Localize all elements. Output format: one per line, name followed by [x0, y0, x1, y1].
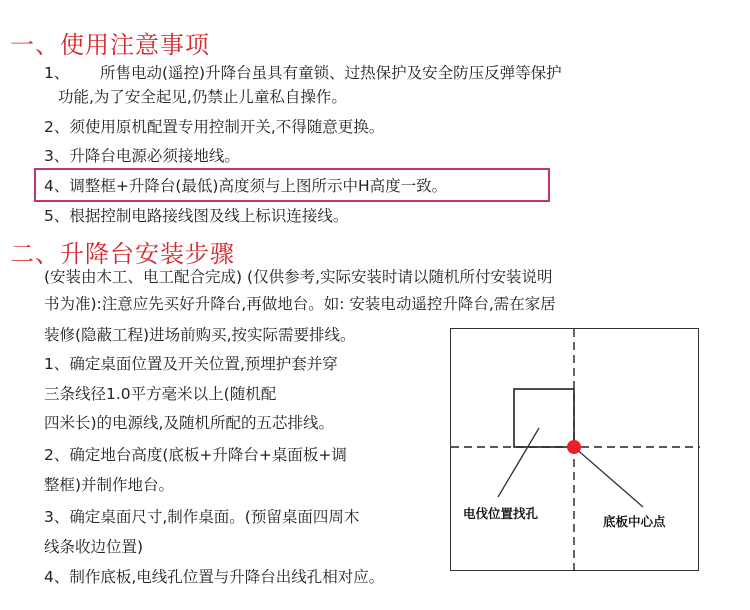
- install-intro-line-2: 书为准):注意应先买好升降台,再做地台。如: 安装电动遥控升降台,需在家居: [44, 295, 556, 313]
- install-intro-line-3: 装修(隐蔽工程)进场前购买,按实际需要排线。: [44, 326, 356, 344]
- install-step-1-line-2: 三条线径1.0平方毫米以上(随机配: [44, 385, 277, 403]
- install-step-1-line-3: 四米长)的电源线,及随机所配的五芯排线。: [44, 414, 334, 432]
- label-wire-hole: 电伐位置找孔: [463, 506, 539, 521]
- precaution-item-3: 3、升降台电源必须接地线。: [44, 147, 240, 165]
- section-title-install-steps: 二、升降台安装步骤: [10, 240, 235, 268]
- install-step-4: 4、制作底板,电线孔位置与升降台出线孔相对应。: [44, 568, 385, 586]
- precaution-item-1-continued: 功能,为了安全起见,仍禁止儿童私自操作。: [58, 88, 347, 106]
- precaution-item-5: 5、根据控制电路接线图及线上标识连接线。: [44, 207, 349, 225]
- precaution-item-1-number: 1、: [44, 64, 70, 82]
- install-step-1-line-1: 1、确定桌面位置及开关位置,预埋护套并穿: [44, 355, 338, 373]
- precaution-item-4: 4、调整框+升降台(最低)高度须与上图所示中H高度一致。: [44, 177, 448, 195]
- center-point-dot: [567, 440, 581, 454]
- precaution-item-1-text: 所售电动(遥控)升降台虽具有童锁、过热保护及安全防压反弹等保护: [100, 64, 562, 82]
- install-step-3-line-2: 线条收边位置): [44, 538, 144, 556]
- install-step-3-line-1: 3、确定桌面尺寸,制作桌面。(预留桌面四周木: [44, 508, 360, 526]
- precaution-item-1: [44, 63, 562, 83]
- section-title-precautions: 一、使用注意事项: [10, 31, 210, 59]
- diagram-drawing: [451, 329, 700, 572]
- label-center-point: 底板中心点: [603, 514, 666, 529]
- install-step-2-line-2: 整框)并制作地台。: [44, 476, 175, 494]
- precaution-item-2: 2、须使用原机配置专用控制开关,不得随意更换。: [44, 118, 385, 136]
- install-step-2-line-1: 2、确定地台高度(底板+升降台+桌面板+调: [44, 446, 347, 464]
- pointer-line-left: [498, 428, 539, 497]
- install-intro-line-1: (安装由木工、电工配合完成) (仅供参考,实际安装时请以随机所付安装说明: [44, 268, 553, 286]
- wire-hole-square: [514, 389, 574, 447]
- floor-plan-diagram: [450, 328, 699, 571]
- pointer-line-right: [574, 447, 643, 507]
